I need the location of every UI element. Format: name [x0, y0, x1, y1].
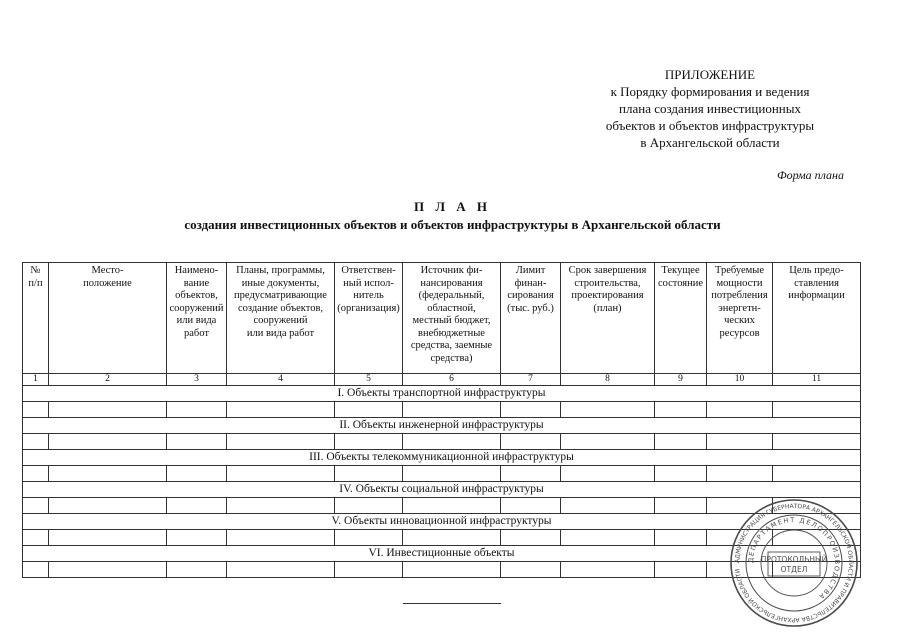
table-cell: [335, 530, 403, 546]
table-cell: [403, 530, 501, 546]
header-cell: Место- положение: [49, 263, 167, 374]
table-cell: [49, 562, 167, 578]
stamp-seal: [728, 497, 860, 629]
form-note: Форма плана: [776, 168, 844, 182]
table-cell: [561, 466, 655, 482]
table-cell: [501, 562, 561, 578]
section-title: I. Объекты транспортной инфраструктуры: [23, 386, 861, 402]
section-row: [23, 450, 861, 466]
table-cell: [561, 530, 655, 546]
table-cell: [655, 562, 707, 578]
table-cell: [49, 466, 167, 482]
table-cell: [167, 434, 227, 450]
table-cell: [403, 434, 501, 450]
header-cell: Ответствен- ный испол- нитель (организация): [335, 263, 403, 374]
table-cell: [561, 562, 655, 578]
header-cell: Планы, программы, иные документы, предусматривающие создание объектов, сооружений или вида работ: [227, 263, 335, 374]
column-number: 10: [707, 374, 773, 386]
table-cell: [773, 466, 861, 482]
table-cell: [707, 434, 773, 450]
section-title: IV. Объекты социальной инфраструктуры: [23, 482, 861, 498]
table-cell: [655, 498, 707, 514]
section-title: III. Объекты телекоммуникационной инфраструктуры: [23, 450, 861, 466]
table-cell: [403, 498, 501, 514]
header-cell: Источник фи- нансирования (федеральный, областной, местный бюджет, внебюджетные средства, заемные средства): [403, 263, 501, 374]
header-cell: Цель предо- ставления информации: [773, 263, 861, 374]
table-cell: [335, 562, 403, 578]
table-cell: [561, 498, 655, 514]
table-cell: [501, 530, 561, 546]
table-cell: [23, 434, 49, 450]
appendix-block: [560, 66, 860, 151]
column-number: 6: [403, 374, 501, 386]
footnote-separator: [403, 603, 501, 604]
table-cell: [227, 530, 335, 546]
column-number: 7: [501, 374, 561, 386]
column-number-row: [23, 374, 861, 386]
table-cell: [49, 434, 167, 450]
table-row: [23, 402, 861, 418]
table-cell: [655, 530, 707, 546]
section-title: V. Объекты инновационной инфраструктуры: [23, 514, 861, 530]
table-cell: [23, 402, 49, 418]
table-cell: [403, 466, 501, 482]
appendix-line: к Порядку формирования и ведения: [610, 84, 810, 99]
plan-subtitle: создания инвестиционных объектов и объектов инфраструктуры в Архангельской области: [184, 217, 721, 232]
appendix-line: в Архангельской области: [640, 135, 780, 150]
stamp-inner-text: ДЕПАРТАМЕНТ ДЕЛОПРОИЗВОДСТВА: [746, 515, 842, 602]
table-cell: [227, 434, 335, 450]
appendix-line: плана создания инвестиционных: [619, 101, 801, 116]
header-cell: Наимено- вание объектов, сооружений или вида работ: [167, 263, 227, 374]
table-cell: [23, 530, 49, 546]
table-cell: [655, 434, 707, 450]
table-cell: [335, 434, 403, 450]
table-cell: [335, 402, 403, 418]
column-number: 5: [335, 374, 403, 386]
column-number: 1: [23, 374, 49, 386]
table-cell: [707, 402, 773, 418]
table-cell: [167, 498, 227, 514]
column-number: 9: [655, 374, 707, 386]
column-number: 11: [773, 374, 861, 386]
table-cell: [773, 402, 861, 418]
header-cell: Требуемые мощности потребления энергетн- ческих ресурсов: [707, 263, 773, 374]
table-cell: [167, 562, 227, 578]
appendix-line: объектов и объектов инфраструктуры: [605, 118, 815, 133]
table-cell: [403, 562, 501, 578]
stamp-center-line2: ОТДЕЛ: [780, 565, 808, 574]
table-cell: [501, 498, 561, 514]
header-cell: Лимит финан- сирования (тыс. руб.): [501, 263, 561, 374]
table-cell: [227, 562, 335, 578]
table-row: [23, 434, 861, 450]
table-cell: [227, 466, 335, 482]
table-cell: [167, 466, 227, 482]
section-title: VI. Инвестиционные объекты: [23, 546, 861, 562]
table-cell: [49, 402, 167, 418]
table-cell: [403, 402, 501, 418]
appendix-title: ПРИЛОЖЕНИЕ: [664, 67, 756, 82]
table-cell: [227, 402, 335, 418]
header-cell: № п/п: [23, 263, 49, 374]
header-cell: Текущее состояние: [655, 263, 707, 374]
column-number: 4: [227, 374, 335, 386]
table-header-row: [23, 263, 861, 374]
table-cell: [335, 498, 403, 514]
table-cell: [655, 466, 707, 482]
table-cell: [501, 466, 561, 482]
column-number: 2: [49, 374, 167, 386]
table-cell: [167, 402, 227, 418]
table-cell: [501, 434, 561, 450]
section-title: II. Объекты инженерной инфраструктуры: [23, 418, 861, 434]
table-cell: [561, 402, 655, 418]
table-cell: [501, 402, 561, 418]
table-cell: [167, 530, 227, 546]
table-cell: [23, 466, 49, 482]
table-cell: [707, 466, 773, 482]
table-cell: [655, 402, 707, 418]
table-cell: [49, 530, 167, 546]
stamp-ring-text: АДМИНИСТРАЦИЯ ГУБЕРНАТОРА АРХАНГЕЛЬСКОЙ ОБЛАСТИ И ПРАВИТЕЛЬСТВА АРХАНГЕЛЬСКОЙ ОБЛАСТИ: [733, 502, 855, 624]
table-cell: [561, 434, 655, 450]
table-cell: [23, 498, 49, 514]
table-cell: [335, 466, 403, 482]
header-cell: Срок завершения строительства, проектирования (план): [561, 263, 655, 374]
stamp-center-line1: ПРОТОКОЛЬНЫЙ: [760, 555, 828, 564]
plan-title: П Л А Н: [413, 199, 492, 214]
table-cell: [773, 434, 861, 450]
table-cell: [227, 498, 335, 514]
table-row: [23, 466, 861, 482]
column-number: 8: [561, 374, 655, 386]
section-row: [23, 386, 861, 402]
section-row: [23, 418, 861, 434]
table-cell: [23, 562, 49, 578]
column-number: 3: [167, 374, 227, 386]
section-row: [23, 482, 861, 498]
table-cell: [49, 498, 167, 514]
